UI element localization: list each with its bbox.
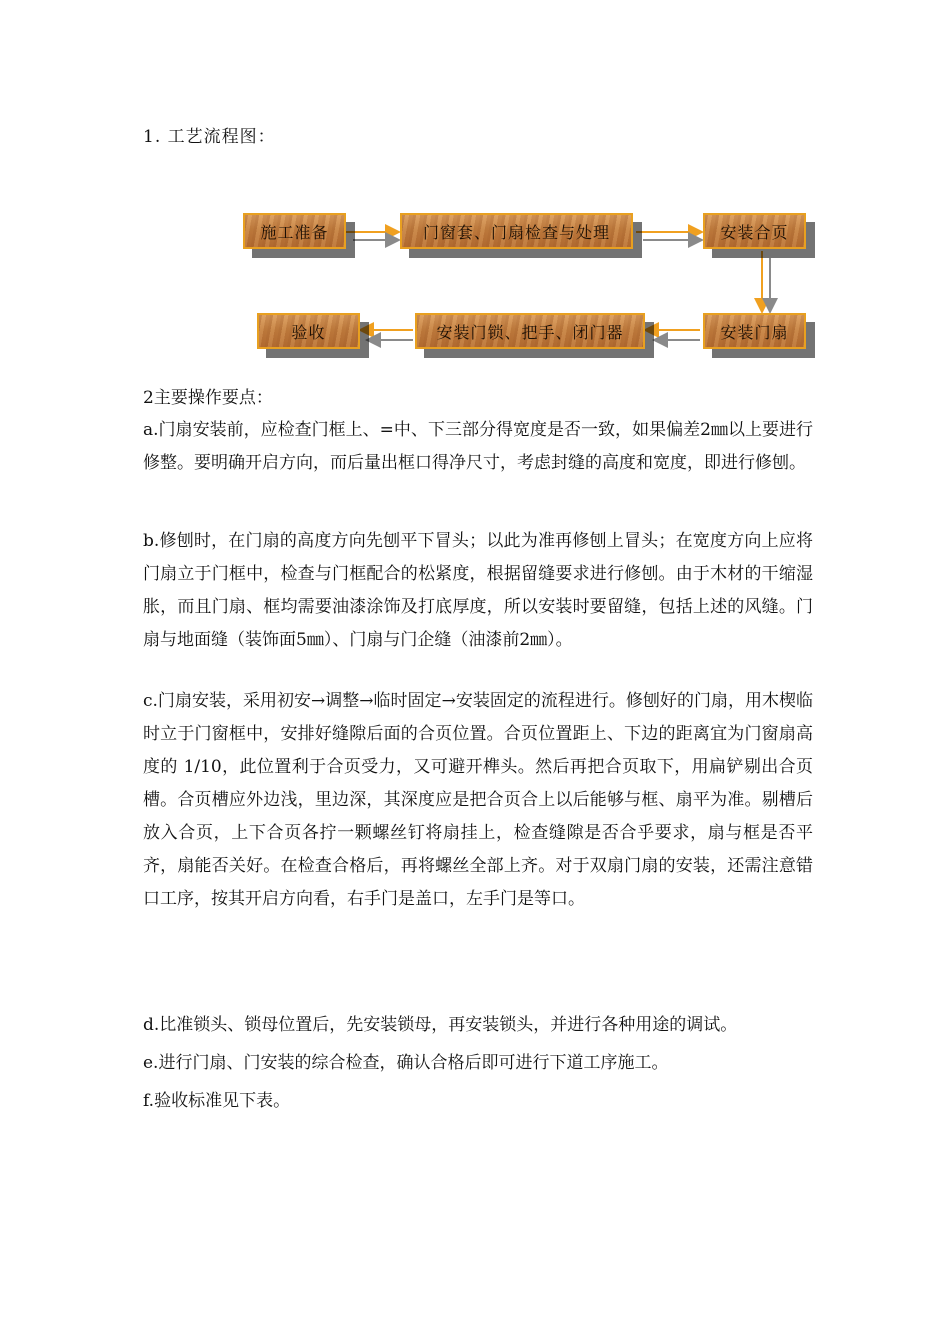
flow-step-3: 安装合页 [703,213,806,249]
flow-step-2: 门窗套、门扇检查与处理 [400,213,633,249]
paragraph-c: c.门扇安装，采用初安→调整→临时固定→安装固定的流程进行。修刨好的门扇，用木楔临时立于门窗框中，安排好缝隙后面的合页位置。合页位置距上、下边的距离宜为门窗扇高度的 1/10，此位置利于合页受力，又可避开榫头。然后再把合页取下，用扁铲剔出合页槽。合页槽应外边浅，里边深，其深度应是把合页合上以后能够与框、扇平为准。剔槽后放入合页，上下合页各拧一颗螺丝钉将扇挂上，检查缝隙是否合乎要求，扇与框是否平齐，扇能否关好。在检查合格后，再将螺丝全部上齐。对于双扇门扇的安装，还需注意错口工序，按其开启方向看，右手门是盖口，左手门是等口。 [143,691,813,909]
flow-step-6: 验收 [257,313,360,349]
section2-title: 2主要操作要点： [143,388,273,408]
paragraph-a: a.门扇安装前，应检查门框上、=中、下三部分得宽度是否一致，如果偏差2㎜以上要进行修整。要明确开启方向，而后量出框口得净尺寸，考虑封缝的高度和宽度，即进行修刨。 [143,420,813,473]
paragraph-b: b.修刨时，在门扇的高度方向先刨平下冒头；以此为准再修刨上冒头；在宽度方向上应将门扇立于门框中，检查与门框配合的松紧度，根据留缝要求进行修刨。由于木材的干缩湿胀，而且门扇、框均需要油漆涂饰及打底厚度，所以安装时要留缝，包括上述的风缝。门扇与地面缝（装饰面5㎜）、门扇与门企缝（油漆前2㎜）。 [143,531,813,650]
paragraph-e: e.进行门扇、门安装的综合检查，确认合格后即可进行下道工序施工。 [143,1053,669,1073]
process-flowchart [0,0,950,380]
flow-step-4: 安装门扇 [703,313,806,349]
flow-step-5: 安装门锁、把手、闭门器 [415,313,645,349]
flow-step-1: 施工准备 [243,213,346,249]
paragraph-f: f.验收标准见下表。 [143,1091,291,1111]
flowchart-heading: 1. 工艺流程图： [143,127,276,147]
paragraph-d: d.比准锁头、锁母位置后，先安装锁母，再安装锁头，并进行各种用途的调试。 [143,1015,738,1035]
